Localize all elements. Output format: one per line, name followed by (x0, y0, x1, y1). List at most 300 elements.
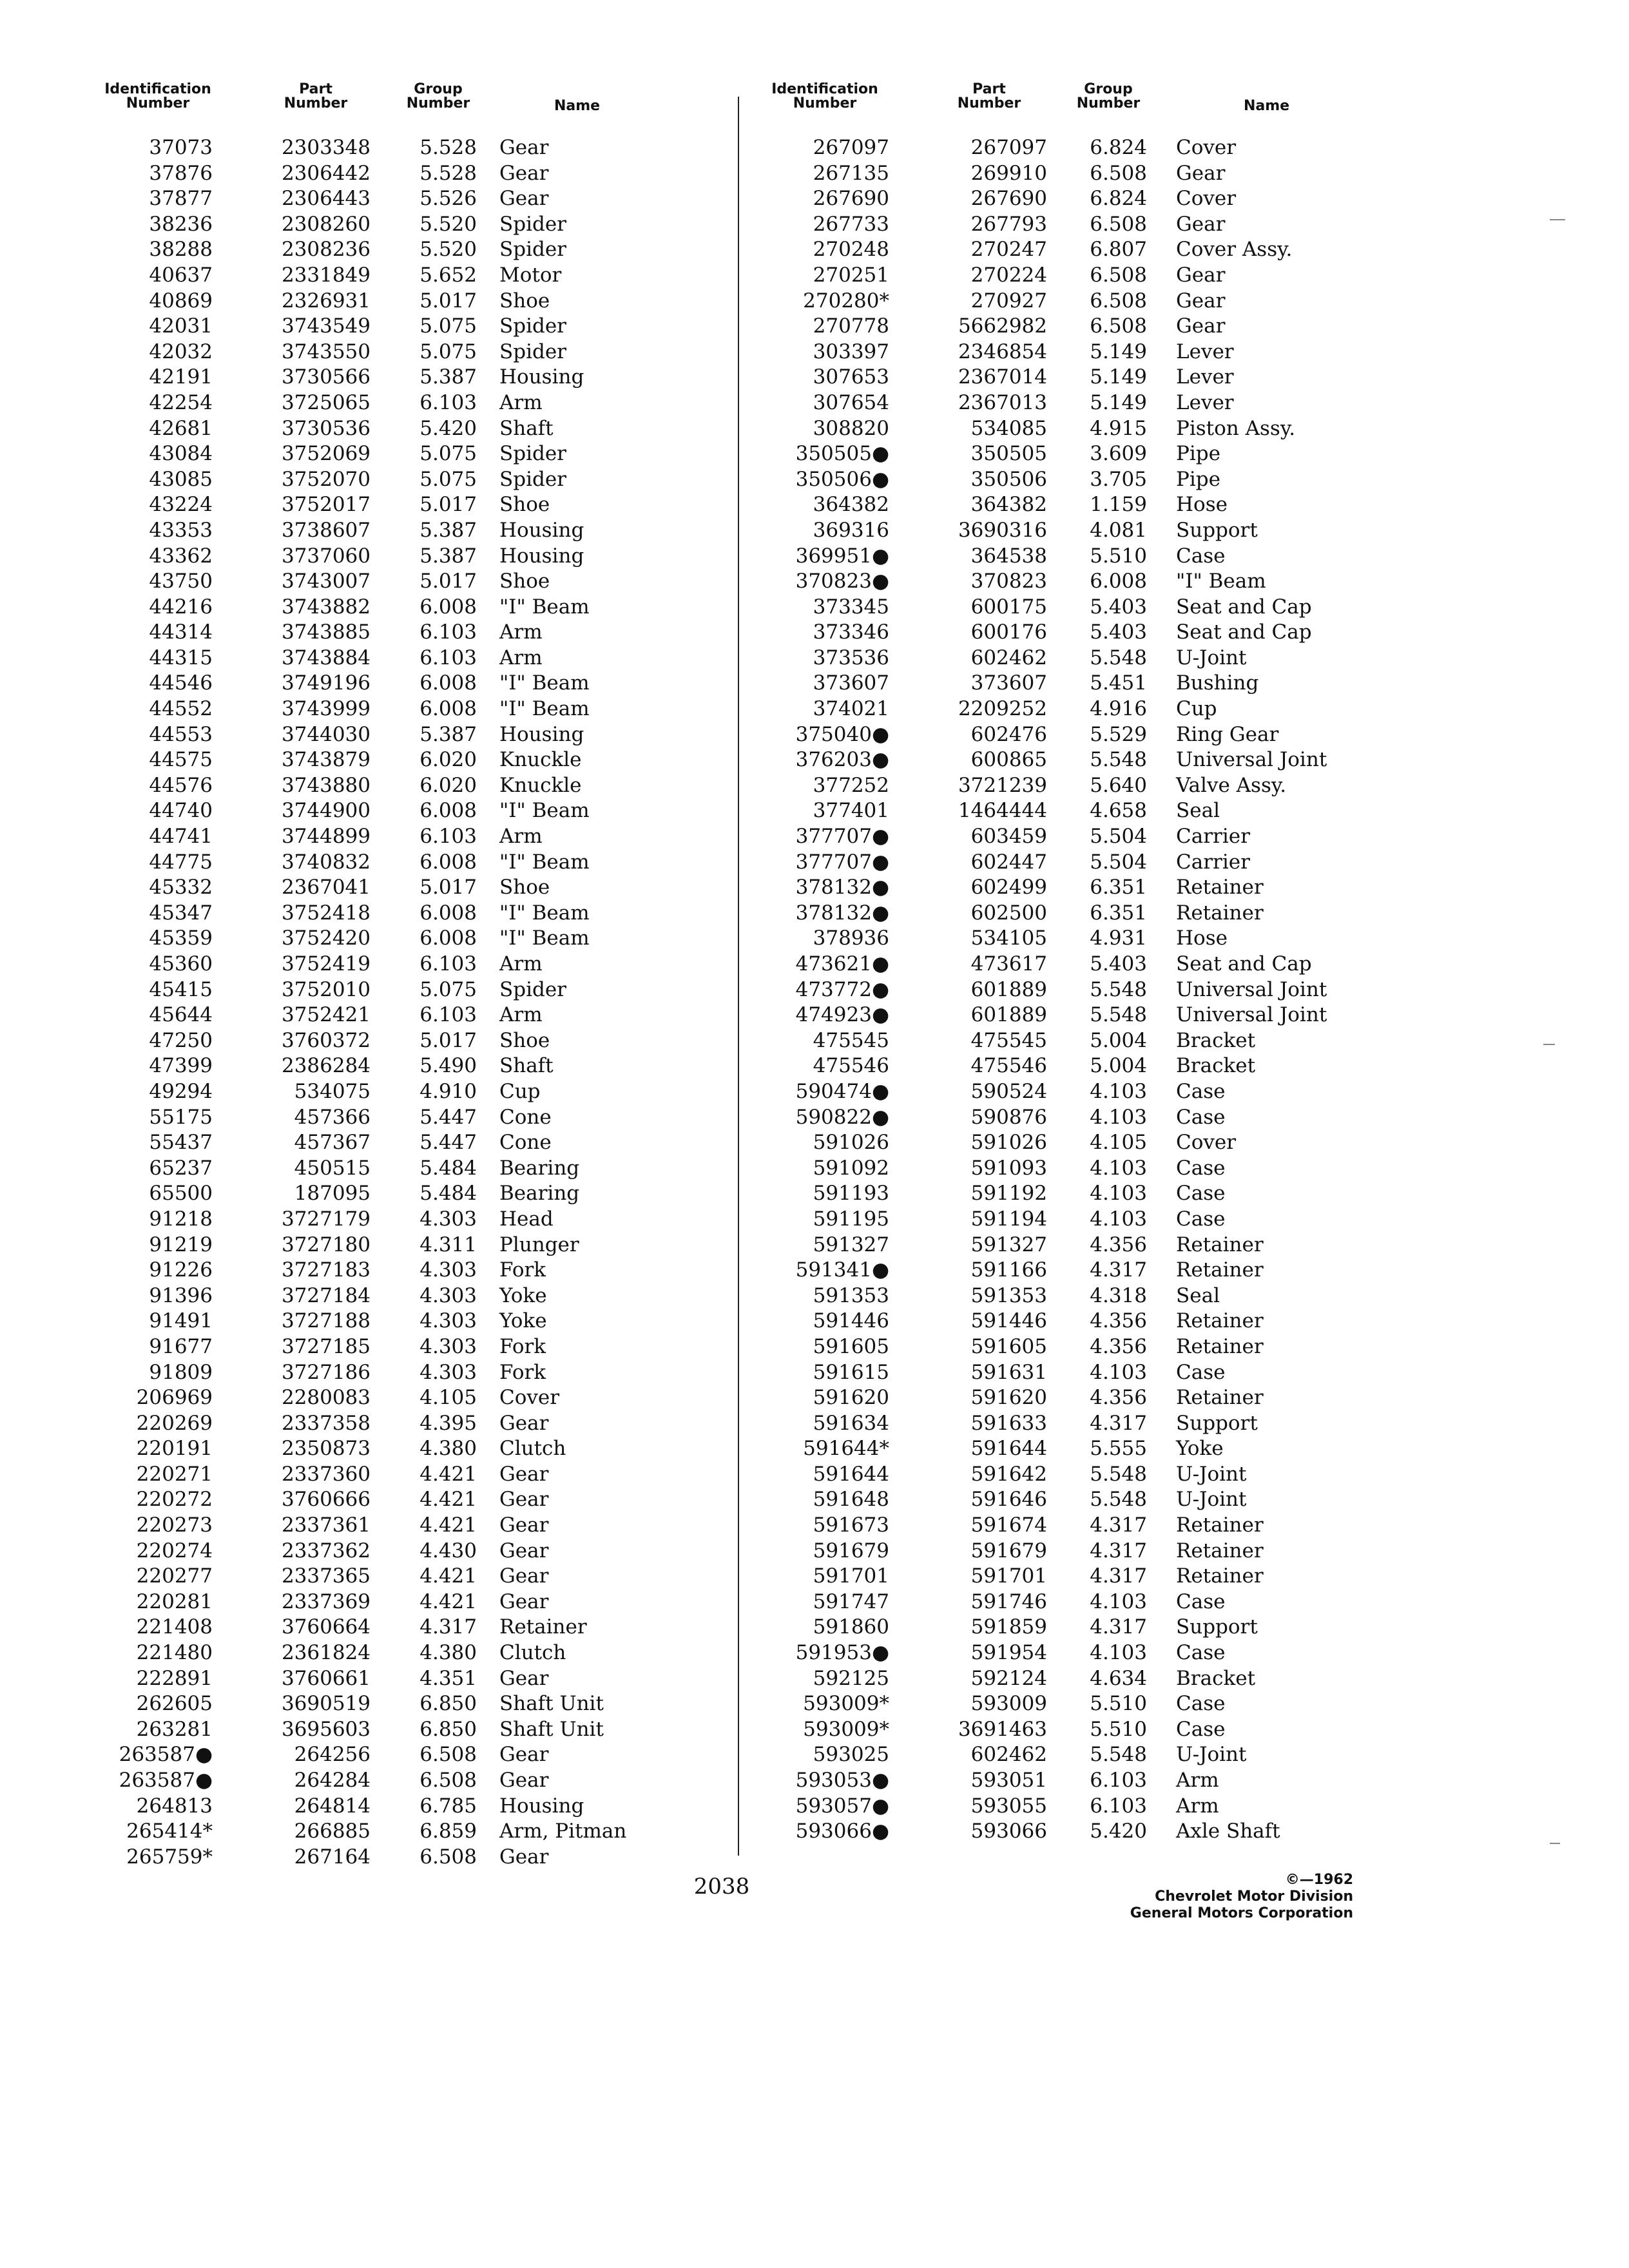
group-number: 5.387 (419, 518, 477, 542)
table-row (760, 1513, 1411, 1539)
table-row (97, 1615, 715, 1640)
table-row (760, 1742, 1411, 1768)
identification-number: 591195 (813, 1207, 889, 1231)
part-number: 3727188 (281, 1309, 371, 1333)
header-group-number: Group Number (1076, 81, 1141, 111)
identification-number: 91219 (149, 1233, 213, 1256)
identification-number: 593057● (795, 1794, 889, 1818)
group-number: 6.859 (419, 1820, 477, 1843)
identification-number: 373607 (813, 671, 889, 695)
identification-number: 591092 (813, 1156, 889, 1180)
part-number: 591026 (970, 1131, 1047, 1155)
identification-number: 43750 (149, 570, 213, 593)
table-row (760, 1590, 1411, 1615)
table-row (97, 1564, 715, 1590)
part-number: 2346854 (958, 340, 1047, 363)
group-number: 3.705 (1090, 467, 1147, 491)
part-name: Shaft Unit (499, 1692, 604, 1716)
part-name: Arm (499, 390, 543, 414)
identification-number: 350505● (795, 442, 889, 466)
table-row (97, 1768, 715, 1794)
part-number: 364382 (970, 493, 1047, 517)
part-name: Spider (499, 340, 567, 363)
table-row (760, 1819, 1411, 1845)
part-name: Support (1176, 1411, 1258, 1435)
part-name: Cover (499, 1386, 560, 1410)
group-number: 5.520 (419, 238, 477, 262)
group-number: 4.081 (1090, 518, 1147, 542)
part-number: 2367013 (958, 390, 1047, 414)
group-number: 5.149 (1090, 390, 1147, 414)
part-name: Gear (1176, 161, 1226, 185)
table-row (97, 875, 715, 901)
part-number: 264256 (294, 1743, 371, 1767)
part-name: Fork (499, 1334, 546, 1358)
part-number: 591605 (970, 1334, 1047, 1358)
part-name: Arm (499, 620, 543, 644)
part-number: 3752070 (281, 467, 371, 491)
identification-number: 267690 (813, 187, 889, 211)
part-number: 591093 (970, 1156, 1047, 1180)
table-row (97, 1334, 715, 1360)
part-name: U-Joint (1176, 646, 1247, 669)
identification-number: 220277 (136, 1564, 213, 1588)
group-number: 6.103 (419, 1003, 477, 1027)
identification-number: 40869 (149, 289, 213, 312)
part-number: 3730566 (281, 365, 371, 389)
table-row (97, 697, 715, 722)
group-number: 5.387 (419, 365, 477, 389)
table-row (760, 1309, 1411, 1334)
table-row (760, 1028, 1411, 1054)
part-number: 2303348 (281, 136, 371, 159)
right-column (760, 82, 1411, 1845)
identification-number: 593009* (803, 1717, 889, 1741)
part-number: 591631 (970, 1360, 1047, 1384)
table-row (760, 620, 1411, 646)
identification-number: 43353 (149, 518, 213, 542)
identification-number: 44740 (149, 799, 213, 823)
identification-number: 91491 (149, 1309, 213, 1333)
identification-number: 43085 (149, 467, 213, 491)
part-number: 2361824 (281, 1641, 371, 1665)
group-number: 4.910 (419, 1079, 477, 1103)
table-row (760, 1411, 1411, 1437)
part-name: Retainer (1176, 1386, 1264, 1410)
group-number: 5.017 (419, 1028, 477, 1052)
identification-number: 591026 (813, 1131, 889, 1155)
part-number: 264284 (294, 1769, 371, 1792)
identification-number: 370823● (795, 570, 889, 593)
table-row (760, 135, 1411, 161)
group-number: 6.785 (419, 1794, 477, 1818)
part-name: "I" Beam (499, 697, 590, 721)
part-name: Shoe (499, 493, 550, 517)
part-name: Spider (499, 977, 567, 1001)
group-number: 5.403 (1090, 620, 1147, 644)
group-number: 4.421 (419, 1590, 477, 1613)
table-row (97, 161, 715, 187)
scan-mark (1543, 1044, 1555, 1045)
part-name: Bushing (1176, 671, 1259, 695)
part-name: Housing (499, 365, 584, 389)
group-number: 4.395 (419, 1411, 477, 1435)
identification-number: 263587● (119, 1743, 213, 1767)
part-number: 3752419 (281, 952, 371, 975)
part-number: 593066 (970, 1820, 1047, 1843)
part-number: 3744030 (281, 722, 371, 746)
identification-number: 206969 (136, 1386, 213, 1410)
table-row (97, 595, 715, 620)
part-name: Gear (499, 1845, 549, 1869)
identification-number: 263587● (119, 1769, 213, 1792)
part-name: Gear (499, 1564, 549, 1588)
identification-number: 222891 (136, 1666, 213, 1690)
part-name: U-Joint (1176, 1462, 1247, 1486)
table-row (760, 1053, 1411, 1079)
group-number: 4.658 (1090, 799, 1147, 823)
part-name: Yoke (1176, 1437, 1224, 1461)
part-number: 590876 (970, 1105, 1047, 1129)
header-identification-number: Identification Number (771, 81, 878, 111)
part-number: 1464444 (958, 799, 1047, 823)
part-name: Yoke (499, 1283, 547, 1307)
group-number: 4.356 (1090, 1334, 1147, 1358)
identification-number: 45360 (149, 952, 213, 975)
group-number: 5.451 (1090, 671, 1147, 695)
group-number: 5.387 (419, 722, 477, 746)
group-number: 6.508 (419, 1845, 477, 1869)
group-number: 5.510 (1090, 1717, 1147, 1741)
part-number: 3760661 (281, 1666, 371, 1690)
part-number: 601889 (970, 1003, 1047, 1027)
identification-number: 42032 (149, 340, 213, 363)
part-number: 475545 (970, 1028, 1047, 1052)
part-name: Ring Gear (1176, 722, 1279, 746)
group-number: 4.380 (419, 1437, 477, 1461)
table-row (97, 977, 715, 1003)
part-name: "I" Beam (499, 901, 590, 925)
group-number: 5.640 (1090, 773, 1147, 797)
identification-number: 270248 (813, 238, 889, 262)
group-number: 4.103 (1090, 1079, 1147, 1103)
table-row (97, 1794, 715, 1820)
identification-number: 221480 (136, 1641, 213, 1665)
group-number: 4.915 (1090, 416, 1147, 440)
part-name: Plunger (499, 1233, 579, 1256)
table-row (97, 1283, 715, 1309)
part-name: "I" Beam (499, 671, 590, 695)
part-name: Cover (1176, 136, 1237, 159)
table-row (97, 492, 715, 518)
identification-number: 220274 (136, 1539, 213, 1562)
identification-number: 220281 (136, 1590, 213, 1613)
group-number: 4.317 (1090, 1258, 1147, 1282)
part-name: Pipe (1176, 442, 1220, 466)
table-row (760, 289, 1411, 314)
group-number: 6.103 (1090, 1769, 1147, 1792)
table-row (97, 1462, 715, 1488)
table-row (97, 1003, 715, 1028)
group-number: 5.484 (419, 1156, 477, 1180)
table-row (760, 722, 1411, 748)
identification-number: 350506● (795, 467, 889, 491)
identification-number: 590822● (795, 1105, 889, 1129)
part-name: Gear (499, 1743, 549, 1767)
identification-number: 378132● (795, 876, 889, 899)
table-row (97, 1028, 715, 1054)
part-name: Bearing (499, 1182, 580, 1206)
part-number: 3727183 (281, 1258, 371, 1282)
table-row (760, 1105, 1411, 1131)
identification-number: 42681 (149, 416, 213, 440)
part-name: Carrier (1176, 850, 1250, 874)
identification-number: 37876 (149, 161, 213, 185)
identification-number: 308820 (813, 416, 889, 440)
table-row (760, 1233, 1411, 1258)
part-name: Housing (499, 544, 584, 568)
part-number: 3743549 (281, 314, 371, 338)
group-number: 4.318 (1090, 1283, 1147, 1307)
table-row (760, 1079, 1411, 1105)
table-row (97, 289, 715, 314)
identification-number: 591446 (813, 1309, 889, 1333)
identification-number: 591644 (813, 1462, 889, 1486)
header-group-number: Group Number (406, 81, 470, 111)
table-row (760, 212, 1411, 238)
part-name: Case (1176, 1590, 1226, 1613)
part-number: 350505 (970, 442, 1047, 466)
table-row (97, 1666, 715, 1692)
group-number: 5.004 (1090, 1054, 1147, 1078)
part-number: 350506 (970, 467, 1047, 491)
part-name: Shoe (499, 289, 550, 312)
group-number: 4.421 (419, 1462, 477, 1486)
part-name: Shoe (499, 570, 550, 593)
group-number: 5.017 (419, 570, 477, 593)
part-number: 3730536 (281, 416, 371, 440)
part-name: Case (1176, 1182, 1226, 1206)
identification-number: 43084 (149, 442, 213, 466)
scan-mark (1550, 1843, 1560, 1844)
part-name: Gear (1176, 289, 1226, 312)
part-number: 264814 (294, 1794, 371, 1818)
part-name: Gear (1176, 263, 1226, 287)
identification-number: 221408 (136, 1615, 213, 1639)
identification-number: 377707● (795, 850, 889, 874)
group-number: 4.103 (1090, 1360, 1147, 1384)
identification-number: 42191 (149, 365, 213, 389)
part-number: 600176 (970, 620, 1047, 644)
part-name: Arm (499, 825, 543, 849)
table-row (97, 1513, 715, 1539)
part-name: Valve Assy. (1176, 773, 1287, 797)
group-number: 4.317 (1090, 1514, 1147, 1537)
part-number: 3744900 (281, 799, 371, 823)
table-row (760, 1130, 1411, 1156)
group-number: 4.303 (419, 1309, 477, 1333)
identification-number: 44315 (149, 646, 213, 669)
part-number: 591642 (970, 1462, 1047, 1486)
group-number: 5.420 (419, 416, 477, 440)
group-number: 6.508 (1090, 289, 1147, 312)
group-number: 6.508 (1090, 212, 1147, 236)
part-number: 2331849 (281, 263, 371, 287)
table-row (97, 518, 715, 544)
group-number: 5.548 (1090, 1743, 1147, 1767)
identification-number: 267733 (813, 212, 889, 236)
group-number: 4.303 (419, 1258, 477, 1282)
table-row (760, 263, 1411, 289)
part-name: Gear (1176, 212, 1226, 236)
part-number: 602462 (970, 646, 1047, 669)
part-number: 3737060 (281, 544, 371, 568)
group-number: 5.447 (419, 1131, 477, 1155)
group-number: 4.105 (419, 1386, 477, 1410)
identification-number: 42031 (149, 314, 213, 338)
table-row (760, 1334, 1411, 1360)
table-row (760, 1768, 1411, 1794)
group-number: 5.652 (419, 263, 477, 287)
part-name: Retainer (1176, 1233, 1264, 1256)
part-number: 3760664 (281, 1615, 371, 1639)
identification-number: 55175 (149, 1105, 213, 1129)
identification-number: 475545 (813, 1028, 889, 1052)
group-number: 5.075 (419, 340, 477, 363)
identification-number: 591673 (813, 1514, 889, 1537)
part-name: "I" Beam (499, 927, 590, 950)
part-name: Bracket (1176, 1054, 1256, 1078)
table-row (97, 1742, 715, 1768)
group-number: 5.548 (1090, 977, 1147, 1001)
part-number: 3749196 (281, 671, 371, 695)
table-row (97, 1590, 715, 1615)
part-number: 2367041 (281, 876, 371, 899)
table-row (760, 237, 1411, 263)
identification-number: 44741 (149, 825, 213, 849)
identification-number: 264813 (136, 1794, 213, 1818)
table-row (760, 569, 1411, 595)
identification-number: 220191 (136, 1437, 213, 1461)
identification-number: 44576 (149, 773, 213, 797)
part-number: 3727184 (281, 1283, 371, 1307)
part-number: 600175 (970, 595, 1047, 619)
group-number: 4.634 (1090, 1666, 1147, 1690)
part-name: Pipe (1176, 467, 1220, 491)
table-row (97, 646, 715, 671)
group-number: 4.317 (1090, 1411, 1147, 1435)
table-row (760, 1640, 1411, 1666)
group-number: 5.548 (1090, 1003, 1147, 1027)
table-row (97, 1385, 715, 1411)
part-number: 593009 (970, 1692, 1047, 1716)
part-name: Bracket (1176, 1028, 1256, 1052)
part-name: U-Joint (1176, 1743, 1247, 1767)
table-row (760, 1487, 1411, 1513)
part-number: 2337360 (281, 1462, 371, 1486)
table-row (760, 1666, 1411, 1692)
table-row (97, 1156, 715, 1182)
identification-number: 377252 (813, 773, 889, 797)
part-name: Cup (499, 1079, 541, 1103)
identification-number: 593009* (803, 1692, 889, 1716)
table-row (760, 595, 1411, 620)
part-number: 3752418 (281, 901, 371, 925)
part-number: 591446 (970, 1309, 1047, 1333)
group-number: 5.510 (1090, 544, 1147, 568)
identification-number: 373346 (813, 620, 889, 644)
identification-number: 369316 (813, 518, 889, 542)
group-number: 5.510 (1090, 1692, 1147, 1716)
group-number: 5.555 (1090, 1437, 1147, 1461)
scan-mark (1550, 219, 1565, 220)
group-number: 5.548 (1090, 646, 1147, 669)
copyright-year: ©—1962 (1285, 1872, 1353, 1888)
identification-number: 377401 (813, 799, 889, 823)
part-number: 603459 (970, 825, 1047, 849)
group-number: 4.356 (1090, 1233, 1147, 1256)
part-number: 3743879 (281, 748, 371, 772)
part-number: 591674 (970, 1514, 1047, 1537)
part-number: 591954 (970, 1641, 1047, 1665)
group-number: 4.421 (419, 1564, 477, 1588)
part-number: 457367 (294, 1131, 371, 1155)
part-number: 270224 (970, 263, 1047, 287)
part-name: Yoke (499, 1309, 547, 1333)
table-row (97, 340, 715, 365)
group-number: 5.520 (419, 212, 477, 236)
group-number: 4.317 (1090, 1539, 1147, 1562)
part-name: Spider (499, 442, 567, 466)
group-number: 4.311 (419, 1233, 477, 1256)
right-header (760, 82, 1411, 135)
part-name: Head (499, 1207, 554, 1231)
identification-number: 38236 (149, 212, 213, 236)
part-number: 3727185 (281, 1334, 371, 1358)
identification-number: 55437 (149, 1131, 213, 1155)
group-number: 4.421 (419, 1514, 477, 1537)
identification-number: 591747 (813, 1590, 889, 1613)
part-name: Arm (499, 1003, 543, 1027)
part-number: 3743550 (281, 340, 371, 363)
table-row (97, 441, 715, 467)
identification-number: 91677 (149, 1334, 213, 1358)
identification-number: 593053● (795, 1769, 889, 1792)
table-row (760, 518, 1411, 544)
identification-number: 473772● (795, 977, 889, 1001)
table-row (97, 1436, 715, 1462)
group-number: 6.008 (419, 901, 477, 925)
table-row (97, 186, 715, 212)
part-name: Cone (499, 1105, 552, 1129)
identification-number: 374021 (813, 697, 889, 721)
part-name: Case (1176, 1717, 1226, 1741)
group-number: 5.017 (419, 493, 477, 517)
table-row (97, 544, 715, 570)
group-number: 5.484 (419, 1182, 477, 1206)
part-number: 590524 (970, 1079, 1047, 1103)
copyright-footer (1031, 1872, 1353, 1922)
identification-number: 375040● (795, 722, 889, 746)
part-name: Housing (499, 518, 584, 542)
table-row (97, 620, 715, 646)
part-number: 2350873 (281, 1437, 371, 1461)
part-name: Case (1176, 1641, 1226, 1665)
group-number: 6.850 (419, 1692, 477, 1716)
part-name: Cover (1176, 1131, 1237, 1155)
group-number: 4.317 (419, 1615, 477, 1639)
part-number: 534105 (970, 927, 1047, 950)
